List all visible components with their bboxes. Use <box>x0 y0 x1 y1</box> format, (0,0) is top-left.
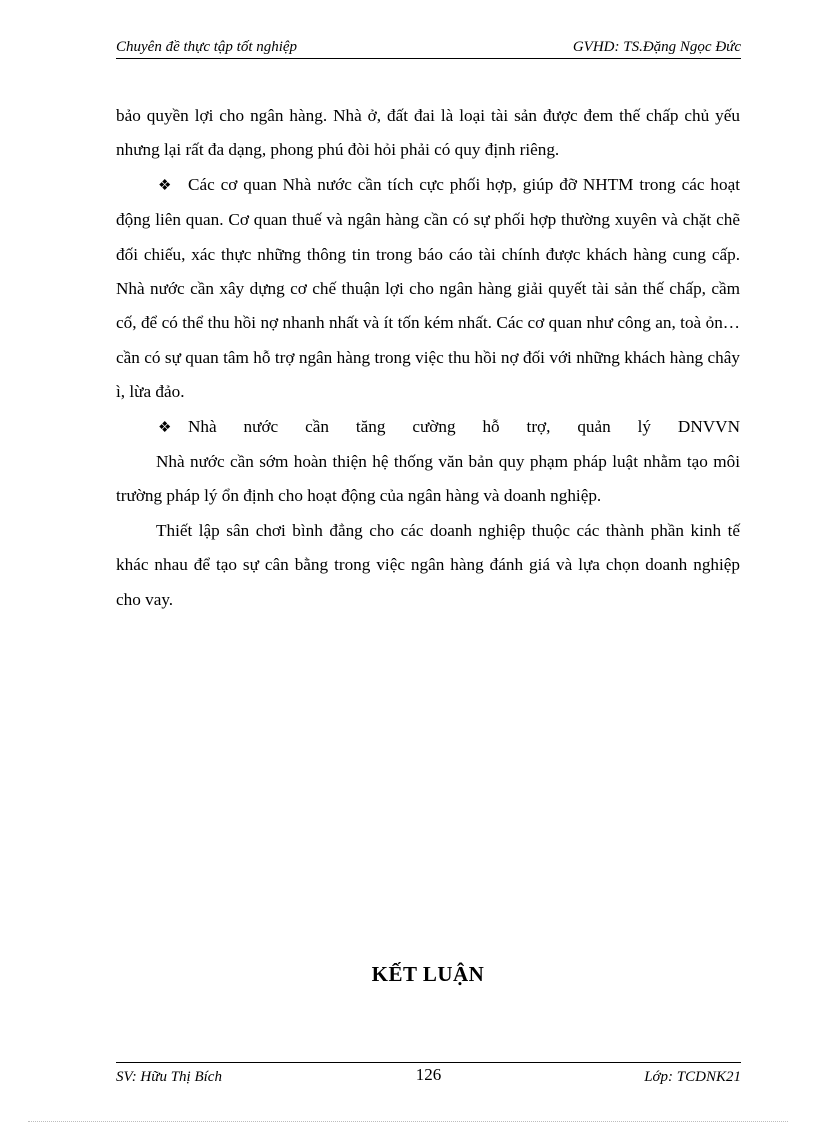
paragraph-legal-framework: Nhà nước cần sớm hoàn thiện hệ thống văn bản quy phạm pháp luật nhằm tạo môi trường pháp lý ổn định cho hoạt động của ngân hàng và doanh nghiệp. <box>116 452 740 506</box>
conclusion-heading: KẾT LUẬN <box>371 962 485 986</box>
page-header <box>116 38 741 59</box>
paragraph-support-sme-text: Nhà nước cần tăng cường hỗ trợ, quản lý DNVVN <box>188 416 740 436</box>
page-bottom-edge <box>28 1121 788 1122</box>
diamond-bullet-icon: ❖ <box>158 419 172 436</box>
header-document-title: Chuyên đề thực tập tốt nghiệp <box>116 39 298 55</box>
bullet-paragraph-support-sme <box>116 410 740 445</box>
footer-class: Lớp: TCDNK21 <box>644 1069 741 1085</box>
footer-student-name: SV: Hữu Thị Bích <box>116 1069 222 1085</box>
footer-page-number: 126 <box>415 1065 442 1084</box>
diamond-bullet-icon: ❖ <box>158 177 172 194</box>
bullet-paragraph-state-agencies <box>116 168 740 410</box>
page-footer <box>116 1062 741 1089</box>
paragraph-continuation: bảo quyền lợi cho ngân hàng. Nhà ở, đất đai là loại tài sản được đem thế chấp chủ yếu nhưng lại rất đa dạng, phong phú đòi hỏi phải có quy định riêng. <box>116 106 740 160</box>
paragraph-fair-playing-field: Thiết lập sân chơi bình đẳng cho các doanh nghiệp thuộc các thành phần kinh tế khác nhau để tạo sự cân bằng trong việc ngân hàng đánh giá và lựa chọn doanh nghiệp cho vay. <box>116 520 740 609</box>
header-supervisor: GVHD: TS.Đặng Ngọc Đức <box>572 39 741 55</box>
main-content <box>116 99 740 617</box>
paragraph-state-agencies-text: Các cơ quan Nhà nước cần tích cực phối hợp, giúp đỡ NHTM trong các hoạt động liên quan. Cơ quan thuế và ngân hàng cần có sự phối hợp thường xuyên và chặt chẽ đối chiếu, xác thực những thông tin trong báo cáo tài chính được khách hàng cung cấp. Nhà nước cần xây dựng cơ chế thuận lợi cho ngân hàng giải quyết tài sản thế chấp, cầm cố, để có thể thu hồi nợ nhanh nhất và ít tốn kém nhất. Các cơ quan như công an, toà ỏn…cần có sự quan tâm hỗ trợ ngân hàng trong việc thu hồi nợ đối với những khách hàng chây ì, lừa đảo. <box>116 174 740 402</box>
